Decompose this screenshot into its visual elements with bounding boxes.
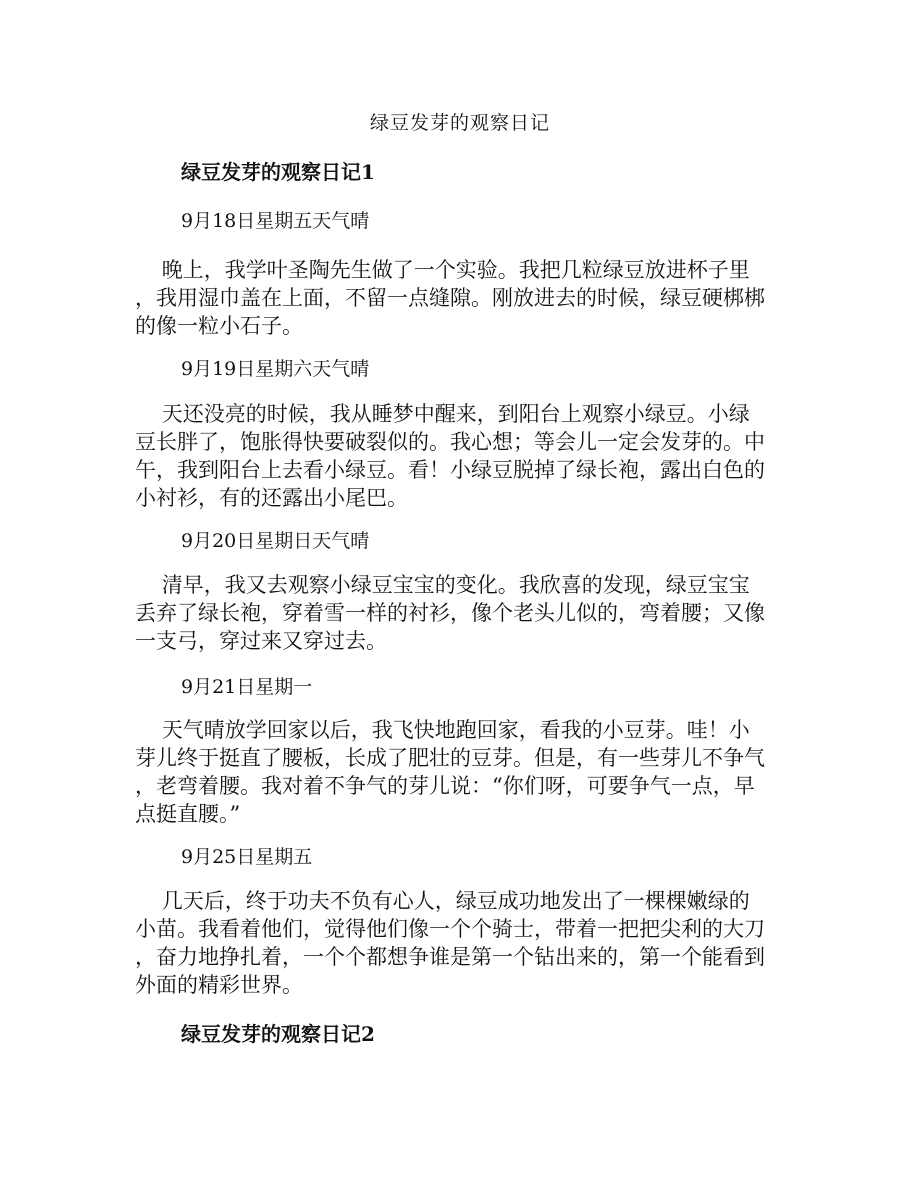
entry-paragraph: [135, 887, 783, 999]
entry-date: 9月19日星期六天气晴: [181, 358, 370, 380]
paragraph-line: 晚上，我学叶圣陶先生做了一个实验。我把几粒绿豆放进杯子里: [135, 258, 750, 282]
section-heading-1: 绿豆发芽的观察日记1: [181, 160, 375, 184]
entry-paragraph: [135, 571, 783, 655]
paragraph-line: 芽儿终于挺直了腰板，长成了肥壮的豆芽。但是，有一些芽儿不争气: [135, 746, 765, 770]
entry-date: 9月25日星期五: [181, 846, 313, 868]
section-heading-2: 绿豆发芽的观察日记2: [181, 1022, 375, 1046]
paragraph-line: 小衬衫，有的还露出小尾巴。: [135, 486, 408, 510]
entry-paragraph: [135, 256, 783, 340]
paragraph-line: 午，我到阳台上去看小绿豆。看！小绿豆脱掉了绿长袍，露出白色的: [135, 458, 765, 482]
paragraph-line: 小苗。我看着他们，觉得他们像一个个骑士，带着一把把尖利的大刀: [135, 917, 765, 941]
paragraph-line: 几天后，终于功夫不负有心人，绿豆成功地发出了一棵棵嫩绿的: [135, 889, 750, 913]
paragraph-line: 天还没亮的时候，我从睡梦中醒来，到阳台上观察小绿豆。小绿: [135, 402, 750, 426]
document-title: 绿豆发芽的观察日记: [369, 112, 550, 134]
entry-date: 9月21日星期一: [181, 676, 313, 698]
paragraph-line: ，我用湿巾盖在上面，不留一点缝隙。刚放进去的时候，绿豆硬梆梆: [135, 286, 765, 310]
paragraph-line: 一支弓，穿过来又穿过去。: [135, 629, 387, 653]
paragraph-line: 点挺直腰。”: [135, 802, 241, 826]
paragraph-line: ，老弯着腰。我对着不争气的芽儿说：“你们呀，可要争气一点，早: [135, 774, 755, 798]
paragraph-line: ，奋力地挣扎着，一个个都想争谁是第一个钻出来的，第一个能看到: [135, 945, 765, 969]
paragraph-line: 清早，我又去观察小绿豆宝宝的变化。我欣喜的发现，绿豆宝宝: [135, 573, 750, 597]
paragraph-line: 的像一粒小石子。: [135, 314, 303, 338]
entry-paragraph: [135, 716, 783, 828]
paragraph-line: 天气晴放学回家以后，我飞快地跑回家，看我的小豆芽。哇！小: [135, 718, 750, 742]
entry-date: 9月20日星期日天气晴: [181, 530, 370, 552]
entry-paragraph: [135, 400, 783, 512]
paragraph-line: 豆长胖了，饱胀得快要破裂似的。我心想；等会儿一定会发芽的。中: [135, 430, 765, 454]
paragraph-line: 丢弃了绿长袍，穿着雪一样的衬衫，像个老头儿似的，弯着腰；又像: [135, 601, 765, 625]
entry-date: 9月18日星期五天气晴: [181, 210, 370, 232]
paragraph-line: 外面的精彩世界。: [135, 973, 303, 997]
